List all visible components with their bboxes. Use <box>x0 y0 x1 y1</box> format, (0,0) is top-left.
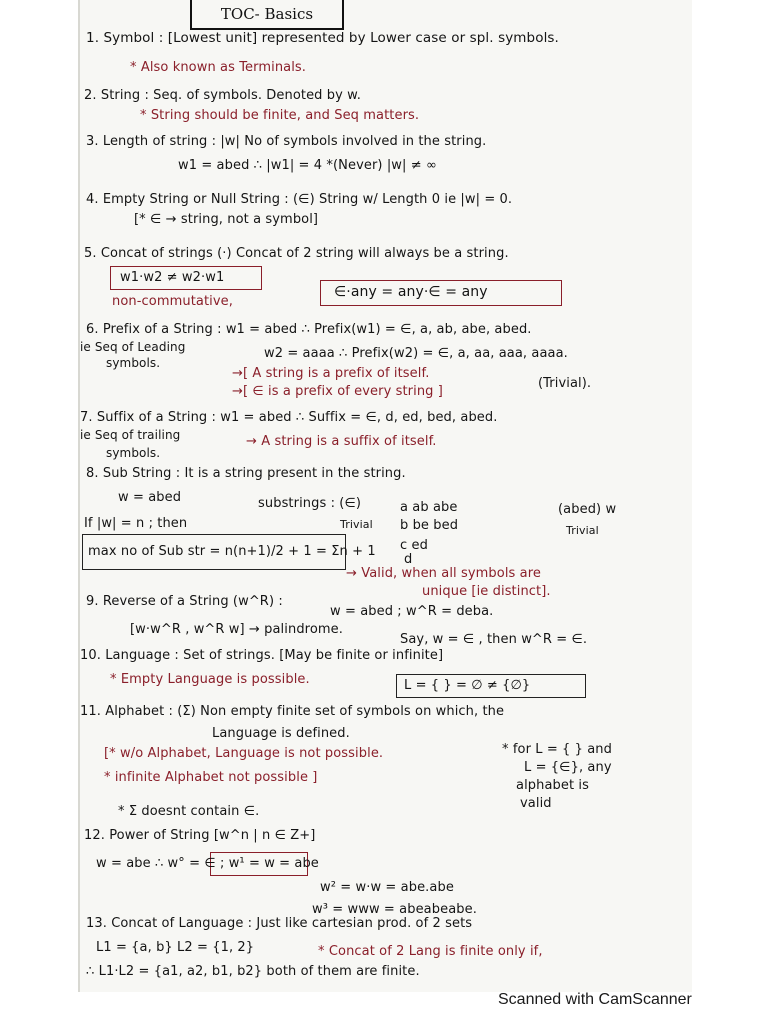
note-line: b be bed <box>400 518 459 533</box>
note-line: 2. String : Seq. of symbols. Denoted by w. <box>84 88 361 103</box>
note-line: * String should be finite, and Seq matters. <box>140 108 420 123</box>
note-line: ∈·any = any·∈ = any <box>334 284 488 300</box>
note-line: ie Seq of Leading <box>80 340 186 354</box>
note-line: → Valid, when all symbols are <box>346 566 541 581</box>
note-line: symbols. <box>106 356 161 370</box>
note-line: 7. Suffix of a String : w1 = abed ∴ Suffix = ∈, d, ed, bed, abed. <box>80 410 498 425</box>
note-line: w1 = abed ∴ |w1| = 4 *(Never) |w| ≠ ∞ <box>178 158 437 173</box>
note-line: ∴ L1·L2 = {a1, a2, b1, b2} both of them are finite. <box>86 964 420 979</box>
note-line: unique [ie distinct]. <box>422 584 551 599</box>
note-line: w1·w2 ≠ w2·w1 <box>120 270 225 285</box>
note-line: L1 = {a, b} L2 = {1, 2} <box>96 940 255 955</box>
note-line: non-commutative, <box>112 294 233 309</box>
note-line: * Also known as Terminals. <box>130 60 307 75</box>
note-line: [w·w^R , w^R w] → palindrome. <box>130 622 343 637</box>
note-line: → A string is a suffix of itself. <box>246 434 437 449</box>
note-line: alphabet is <box>516 778 589 793</box>
note-line: →[ A string is a prefix of itself. <box>232 366 430 381</box>
note-line: 3. Length of string : |w| No of symbols involved in the string. <box>86 134 487 149</box>
note-line: L = {∈}, any <box>524 760 612 775</box>
note-line: w³ = www = abeabeabe. <box>312 902 477 917</box>
note-line: 4. Empty String or Null String : (∈) String w/ Length 0 ie |w| = 0. <box>86 192 513 207</box>
note-line: substrings : (∈) <box>258 496 362 511</box>
note-line: 11. Alphabet : (Σ) Non empty finite set of symbols on which, the <box>80 704 505 719</box>
note-line: symbols. <box>106 446 161 460</box>
camscanner-watermark: Scanned with CamScanner <box>498 991 692 1008</box>
note-line: * Concat of 2 Lang is finite only if, <box>318 944 543 959</box>
note-line: [* w/o Alphabet, Language is not possible. <box>104 746 384 761</box>
note-line: 5. Concat of strings (·) Concat of 2 string will always be a string. <box>84 246 509 261</box>
note-line: * Σ doesnt contain ∈. <box>118 804 260 819</box>
page-title: TOC- Basics <box>190 0 344 30</box>
note-line: max no of Sub str = n(n+1)/2 + 1 = Σn + 1 <box>88 544 376 559</box>
note-line: Trivial <box>566 524 599 537</box>
note-line: (abed) w <box>558 502 617 517</box>
note-line: 13. Concat of Language : Just like cartesian prod. of 2 sets <box>86 916 473 931</box>
note-line: w = abe ∴ w° = ∈ ; w¹ = w = abe <box>96 856 319 871</box>
note-line: Trivial <box>340 518 373 531</box>
note-line: d <box>404 552 413 567</box>
note-line: w = abed ; w^R = deba. <box>330 604 494 619</box>
note-line: 12. Power of String [w^n | n ∈ Z+] <box>84 828 316 843</box>
note-line: →[ ∈ is a prefix of every string ] <box>232 384 443 399</box>
note-line: * infinite Alphabet not possible ] <box>104 770 318 785</box>
note-line: [* ∈ → string, not a symbol] <box>134 212 319 227</box>
note-line: 8. Sub String : It is a string present in the string. <box>86 466 406 481</box>
note-line: 10. Language : Set of strings. [May be finite or infinite] <box>80 648 444 663</box>
note-line: * for L = { } and <box>502 742 613 757</box>
note-line: If |w| = n ; then <box>84 516 188 531</box>
note-line: L = { } = ∅ ≠ {∅} <box>404 678 531 693</box>
note-line: valid <box>520 796 552 811</box>
note-line: Say, w = ∈ , then w^R = ∈. <box>400 632 588 647</box>
note-line: 9. Reverse of a String (w^R) : <box>86 594 283 609</box>
note-line: w2 = aaaa ∴ Prefix(w2) = ∈, a, aa, aaa, aaaa. <box>264 346 568 361</box>
note-line: w² = w·w = abe.abe <box>320 880 454 895</box>
note-line: * Empty Language is possible. <box>110 672 310 687</box>
note-line: c ed <box>400 538 428 553</box>
note-line: (Trivial). <box>538 376 592 391</box>
note-line: ie Seq of trailing <box>80 428 181 442</box>
note-line: a ab abe <box>400 500 458 515</box>
note-line: 1. Symbol : [Lowest unit] represented by Lower case or spl. symbols. <box>86 30 559 46</box>
note-line: 6. Prefix of a String : w1 = abed ∴ Prefix(w1) = ∈, a, ab, abe, abed. <box>86 322 532 337</box>
note-line: w = abed <box>118 490 182 505</box>
note-line: Language is defined. <box>212 726 350 741</box>
